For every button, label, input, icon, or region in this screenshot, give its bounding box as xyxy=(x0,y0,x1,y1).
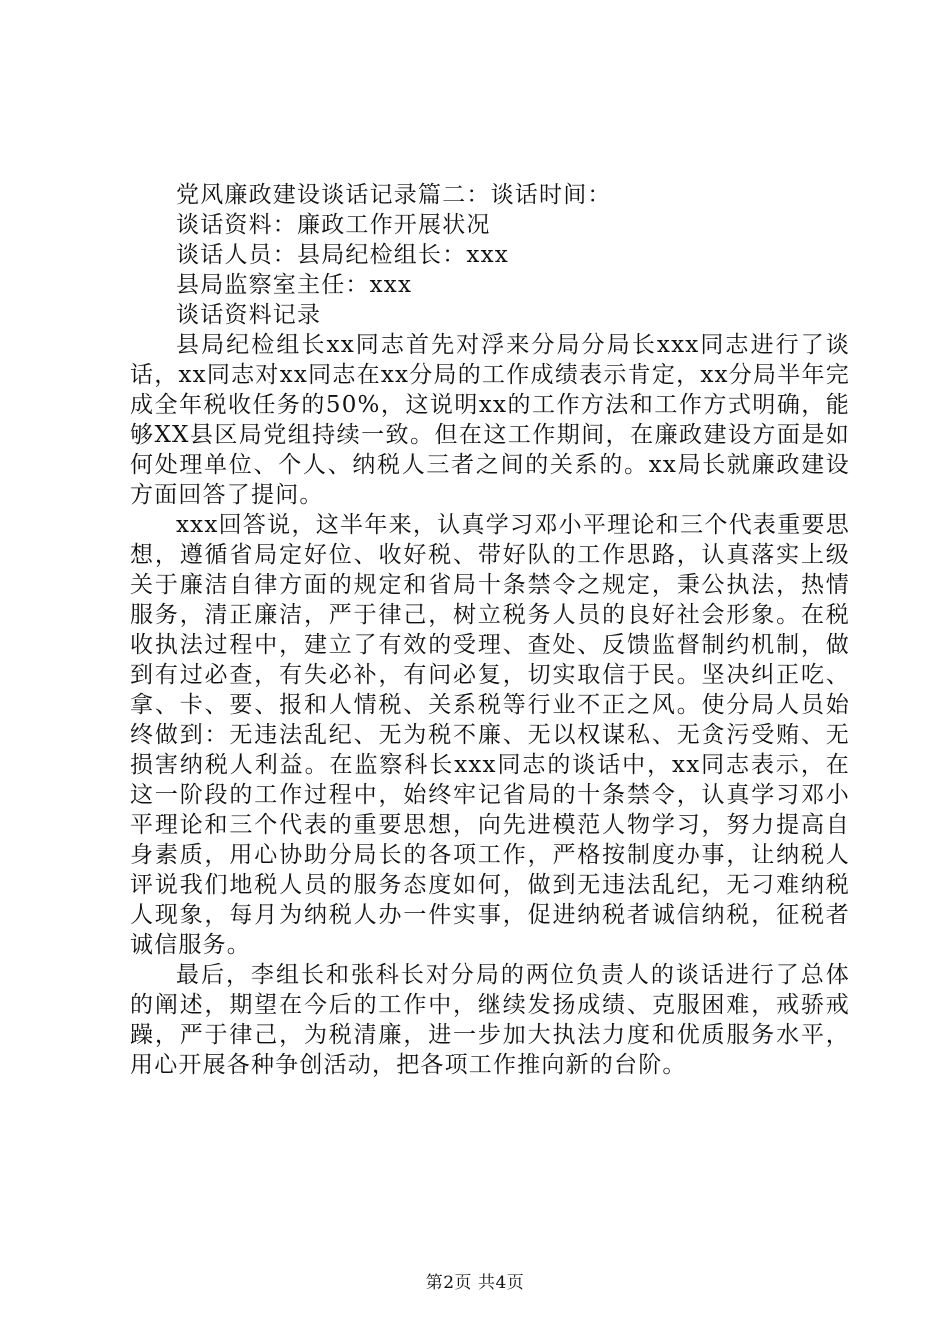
paragraph-participants: 谈话人员：县局纪检组长：xxx xyxy=(176,242,509,268)
paragraph-body-3: 最后，李组长和张科长对分局的两位负责人的谈话进行了总体的阐述，期望在今后的工作中，继续发扬成绩、克服困难，戒骄戒躁，严于律己，为税清廉，进一步加大执法力度和优质服务水平，用心开展各种争创活动，把各项工作推向新的台阶。 xyxy=(130,962,850,1078)
paragraph-record-heading: 谈话资料记录 xyxy=(176,302,322,328)
document-body xyxy=(130,180,850,1080)
paragraph-body-2: xxx回答说，这半年来，认真学习邓小平理论和三个代表重要思想，遵循省局定好位、收好税、带好队的工作思路，认真落实上级关于廉洁自律方面的规定和省局十条禁令之规定，秉公执法，热情服务，清正廉洁，严于律己，树立税务人员的良好社会形象。在税收执法过程中，建立了有效的受理、查处、反馈监督制约机制，做到有过必查，有失必补，有问必复，切实取信于民。坚决纠正吃、拿、卡、要、报和人情税、关系税等行业不正之风。使分局人员始终做到：无违法乱纪、无为税不廉、无以权谋私、无贪污受贿、无损害纳税人利益。在监察科长xxx同志的谈话中，xx同志表示，在这一阶段的工作过程中，始终牢记省局的十条禁令，认真学习邓小平理论和三个代表的重要思想，向先进模范人物学习，努力提高自身素质，用心协助分局长的各项工作，严格按制度办事，让纳税人评说我们地税人员的服务态度如何，做到无违法乱纪，无刁难纳税人现象，每月为纳税人办一件实事，促进纳税者诚信纳税，征税者诚信服务。 xyxy=(130,512,850,958)
page-number-footer: 第2页 共4页 xyxy=(425,1273,525,1293)
paragraph-topic: 谈话资料：廉政工作开展状况 xyxy=(176,212,491,238)
paragraph-body-1: 县局纪检组长xx同志首先对浮来分局分局长xxx同志进行了谈话，xx同志对xx同志在xx分局的工作成绩表示肯定，xx分局半年完成全年税收任务的50%，这说明xx的工作方法和工作方式明确，能够XX县区局党组持续一致。但在这工作期间，在廉政建设方面是如何处理单位、个人、纳税人三者之间的关系的。xx局长就廉政建设方面回答了提问。 xyxy=(130,332,850,508)
paragraph-title: 党风廉政建设谈话记录篇二：谈话时间： xyxy=(176,182,612,208)
paragraph-supervisor: 县局监察室主任：xxx xyxy=(176,272,413,298)
